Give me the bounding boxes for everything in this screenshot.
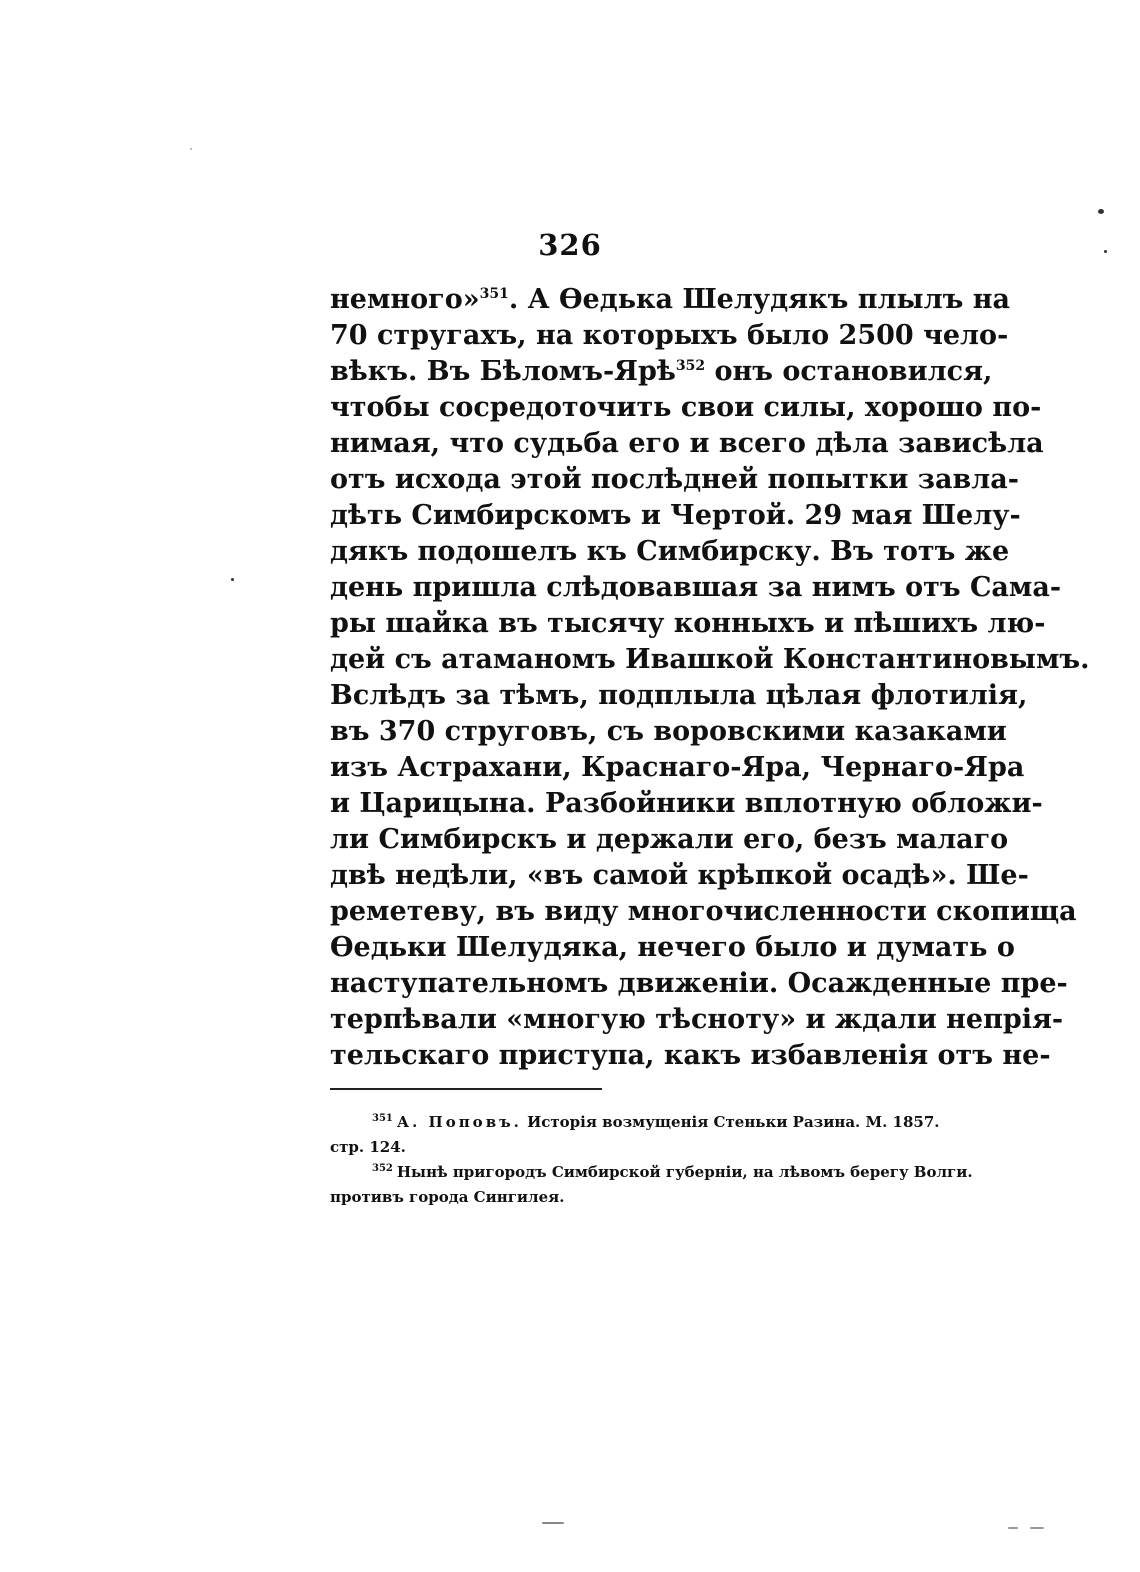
scan-speck	[1098, 209, 1104, 214]
text-line-18: реметеву, въ виду многочисленности скопища	[330, 896, 1077, 927]
text-line-4: чтобы сосредоточить свои силы, хорошо по-	[330, 392, 1042, 423]
text-line-22: тельскаго приступа, какъ избавленія отъ не-	[330, 1040, 1051, 1071]
text-line-15: и Царицына. Разбойники вплотную обложи-	[330, 788, 1043, 819]
scan-speck	[1104, 250, 1107, 253]
text-line-1: немного»$^{351}$. А Өедька Шелудякъ плылъ на	[330, 284, 1011, 315]
footnote-line: противъ города Сингилея.	[330, 1188, 565, 1206]
footnote-352	[330, 1160, 973, 1210]
text-line-20: наступательномъ движеніи. Осажденные пре-	[330, 968, 1068, 999]
text-line-11: дей съ атаманомъ Ивашкой Константиновымъ.	[330, 644, 1090, 675]
text-line-7: дѣть Симбирскомъ и Чертой. 29 мая Шелу-	[330, 500, 1021, 531]
footnote-line: стр. 124.	[330, 1138, 406, 1156]
page-number: 326	[538, 228, 602, 262]
text-line-14: изъ Астрахани, Краснаго-Яра, Чернаго-Яра	[330, 752, 1025, 783]
footnote-marker: 351	[372, 1113, 393, 1124]
footnotes	[330, 1110, 973, 1210]
footnote-line: $^{351}$ А. Поповъ. Исторія возмущенія Стеньки Разина. М. 1857.	[372, 1113, 940, 1131]
text-line-9: день пришла слѣдовавшая за нимъ отъ Сама-	[330, 572, 1062, 603]
footnote-351	[330, 1110, 940, 1160]
text-line-17: двѣ недѣли, «въ самой крѣпкой осадѣ». Ше-	[330, 860, 1029, 891]
footnote-line: $^{352}$ Нынѣ пригородъ Симбирской губерніи, на лѣвомъ берегу Волги.	[372, 1163, 973, 1181]
scan-speck	[231, 578, 234, 581]
text-line-8: дякъ подошелъ къ Симбирску. Въ тотъ же	[330, 536, 1010, 567]
scan-speck	[190, 148, 192, 150]
text-line-6: отъ исхода этой послѣдней попытки завла-	[330, 464, 1019, 495]
text-line-10: ры шайка въ тысячу конныхъ и пѣшихъ лю-	[330, 608, 1046, 639]
text-line-16: ли Симбирскъ и держали его, безъ малаго	[330, 824, 1009, 855]
scan-speck	[1008, 1527, 1018, 1529]
text-line-3: вѣкъ. Въ Бѣломъ-Ярѣ$^{352}$ онъ остановился,	[330, 356, 993, 387]
scan-speck	[542, 1522, 564, 1524]
footnote-ref-352[interactable]: 352	[675, 358, 706, 374]
footnote-author: А. Поповъ.	[396, 1113, 522, 1131]
text-line-5: нимая, что судьба его и всего дѣла зависѣла	[330, 428, 1044, 459]
scan-speck	[1030, 1527, 1044, 1529]
text-line-13: въ 370 струговъ, съ воровскими казаками	[330, 716, 1007, 747]
main-text	[330, 282, 1090, 1074]
footnote-marker: 352	[372, 1163, 393, 1174]
text-line-21: терпѣвали «многую тѣсноту» и ждали непрія-	[330, 1004, 1064, 1035]
text-line-2: 70 стругахъ, на которыхъ было 2500 чело-	[330, 320, 1009, 351]
footnote-ref-351[interactable]: 351	[479, 286, 509, 302]
text-line-19: Өедьки Шелудяка, нечего было и думать о	[330, 932, 1015, 963]
text-line-12: Вслѣдъ за тѣмъ, подплыла цѣлая флотилія,	[330, 680, 1028, 711]
footnote-separator	[330, 1088, 602, 1090]
